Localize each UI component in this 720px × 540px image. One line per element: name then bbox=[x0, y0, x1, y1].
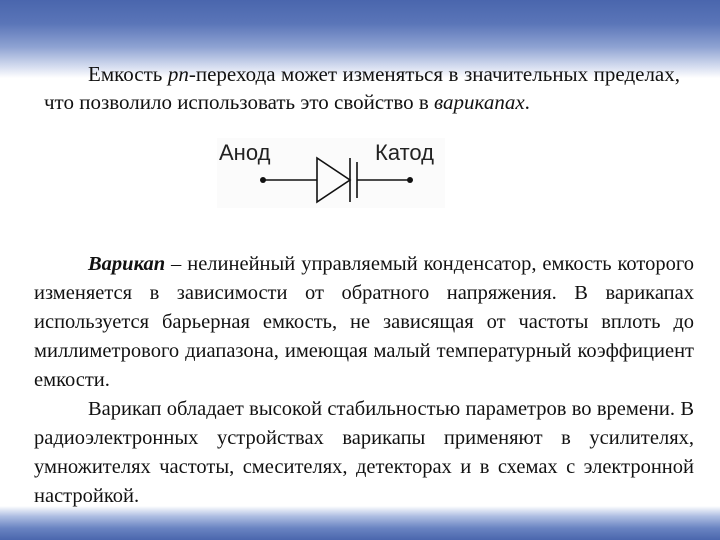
varicap-word: варикапах bbox=[434, 90, 525, 114]
bottom-gradient-band bbox=[0, 506, 720, 540]
intro-lead: Емкость bbox=[88, 62, 168, 86]
diode-triangle bbox=[317, 158, 350, 202]
varicap-term: Варикап bbox=[88, 253, 166, 275]
varicap-usage-paragraph bbox=[34, 395, 694, 511]
pn-term: pn bbox=[167, 62, 189, 86]
definition-text: – нелинейный управляемый конденсатор, емкость которого изменяется в зависимости от обратного напряжения. В варикапах используется барьерная емкость, не зависящая от частоты вплоть до миллиметрового диапазона, имеющая малый температурный коэффициент емкости. bbox=[34, 253, 694, 391]
cathode-terminal-dot bbox=[407, 177, 413, 183]
varicap-diagram bbox=[217, 138, 445, 208]
intro-end: . bbox=[524, 90, 530, 114]
anode-label: Анод bbox=[219, 140, 271, 165]
varicap-definition-paragraph bbox=[34, 250, 694, 395]
varicap-symbol bbox=[217, 138, 445, 208]
intro-body: -перехода может изменяться в значительных пределах, что позволило использовать это свойство в bbox=[44, 62, 680, 114]
intro-paragraph bbox=[44, 60, 680, 116]
cathode-label: Катод bbox=[375, 140, 434, 165]
usage-text: Варикап обладает высокой стабильностью параметров во времени. В радиоэлектронных устройствах варикапы применяют в усилителях, умножителях частоты, смесителях, детекторах и в схемах с электронной настройкой. bbox=[34, 398, 694, 507]
